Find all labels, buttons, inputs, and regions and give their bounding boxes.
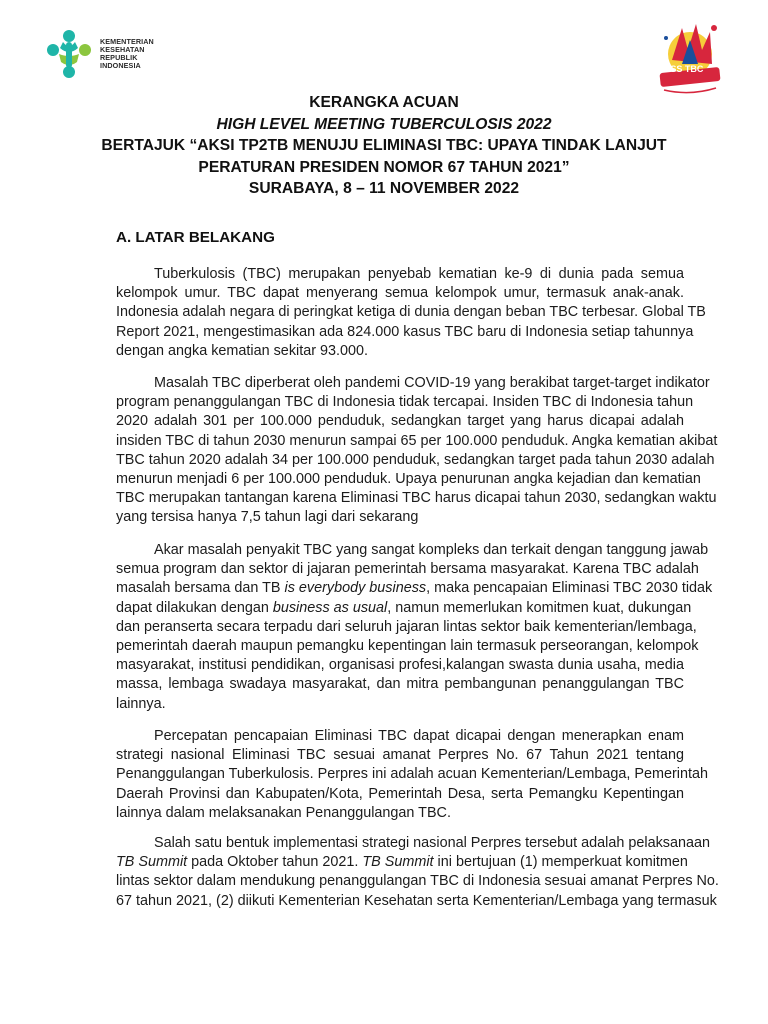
paragraph-line: Report 2021, mengestimasikan ada 824.000 kasus TBC baru di Indonesia setiap tahunnya [116, 323, 694, 340]
text-segment: dapat dilakukan dengan [116, 599, 273, 616]
toss-tbc-logo-text: TOSS TBC [658, 64, 704, 74]
paragraph-line: TBC merupakan tantangan karena Eliminasi TBC harus dicapai tahun 2030, sedangkan waktu [116, 490, 717, 507]
paragraph-line [116, 853, 688, 872]
paragraph-2 [116, 374, 718, 528]
kemenkes-logo-line: KEMENTERIAN [100, 37, 154, 46]
paragraph-line: yang tersisa hanya 7,5 tahun lagi dari sekarang [116, 509, 419, 526]
title-line-place-date: SURABAYA, 8 – 11 NOVEMBER 2022 [248, 180, 520, 197]
document-title [0, 92, 768, 200]
paragraph-line: pemerintah daerah maupun pemangku kepentingan lain termasuk perseorangan, kelompok [116, 637, 699, 654]
paragraph-line: Tuberkulosis (TBC) merupakan penyebab kematian ke-9 di dunia pada semua [154, 266, 684, 282]
italic-phrase: TB Summit [116, 854, 188, 871]
text-segment: , maka pencapaian Eliminasi TBC 2030 tidak [426, 580, 713, 597]
paragraph-line [116, 579, 713, 598]
paragraph-line: kelompok umur. TBC dapat menyerang semua kelompok umur, termasuk anak-anak. [116, 285, 684, 302]
paragraph-line: program penanggulangan TBC di Indonesia tidak tercapai. Insiden TBC di Indonesia tahun [116, 394, 694, 411]
paragraph-line: 2020 adalah 301 per 100.000 penduduk, sedangkan target yang harus dicapai adalah [116, 413, 684, 430]
paragraph-line: massa, lembaga swadaya masyarakat, dan mitra pembangunan penanggulangan TBC [116, 676, 684, 693]
kemenkes-logo-text [100, 38, 154, 70]
title-line-theme-continued: PERATURAN PRESIDEN NOMOR 67 TAHUN 2021” [198, 158, 570, 176]
kemenkes-logo-line: INDONESIA [100, 61, 141, 70]
section-heading-latar-belakang: A. LATAR BELAKANG [116, 229, 275, 246]
italic-phrase: is everybody business [284, 580, 427, 597]
text-segment: pada Oktober tahun 2021. [187, 854, 363, 871]
paragraph-line: semua program dan sektor di jajaran pemerintah bersama masyarakat. Karena TBC adalah [116, 561, 699, 578]
text-segment: masalah bersama dan TB [116, 580, 285, 597]
paragraph-line: lainnya dalam melaksanakan Penanggulangan TBC. [116, 804, 451, 821]
paragraph-line: menurun menjadi 6 per 100.000 penduduk. Upaya penurunan angka kejadian dan kematian [116, 470, 701, 487]
paragraph-4 [116, 727, 709, 823]
kemenkes-logo-line: KESEHATAN [100, 45, 145, 54]
paragraph-line: lainnya. [116, 695, 166, 712]
paragraph-line: insiden TBC di tahun 2030 menurun sampai 65 per 100.000 penduduk. Angka kematian akibat [116, 432, 718, 449]
paragraph-line: Penanggulangan Tuberkulosis. Perpres ini adalah acuan Kementerian/Lembaga, Pemerintah [116, 766, 709, 783]
kemenkes-emblem-icon [44, 28, 94, 80]
paragraph-line: Indonesia adalah negara di peringkat ketiga di dunia dengan beban TBC terbesar. Global TB [116, 304, 706, 321]
paragraph-line: masyarakat, institusi pendidikan, organisasi profesi,kalangan swasta dunia usaha, media [116, 657, 684, 674]
paragraph-line: lintas sektor dalam mendukung penanggulangan TBC di Indonesia sesuai amanat Perpres No. [116, 873, 719, 890]
italic-phrase: business as usual [272, 599, 388, 616]
title-line-theme: BERTAJUK “AKSI TP2TB MENUJU ELIMINASI TBC: UPAYA TINDAK LANJUT [101, 137, 667, 154]
title-line-kerangka-acuan: KERANGKA ACUAN [309, 94, 459, 111]
paragraph-1 [116, 265, 706, 361]
paragraph-line: Masalah TBC diperberat oleh pandemi COVID-19 yang berakibat target-target indikator [154, 375, 710, 391]
paragraph-line [116, 599, 692, 618]
paragraph-line: strategi nasional Eliminasi TBC sesuai amanat Perpres No. 67 Tahun 2021 tentang [116, 747, 684, 764]
paragraph-line: 67 tahun 2021, (2) diikuti Kementerian Kesehatan serta Kementerian/Lembaga yang termasuk [116, 892, 717, 909]
paragraph-line: Salah satu bentuk implementasi strategi nasional Perpres tersebut adalah pelaksanaan [154, 835, 710, 851]
paragraph-line: Percepatan pencapaian Eliminasi TBC dapat dicapai dengan menerapkan enam [154, 728, 684, 744]
title-line-event-name: HIGH LEVEL MEETING TUBERCULOSIS 2022 [216, 115, 552, 133]
paragraph-line: Daerah Provinsi dan Kabupaten/Kota, Pemerintah Desa, serta Pemangku Kepentingan [116, 785, 684, 802]
paragraph-line: Akar masalah penyakit TBC yang sangat kompleks dan terkait dengan tanggung jawab [154, 542, 709, 558]
italic-phrase: TB Summit [362, 854, 434, 871]
paragraph-line: TBC tahun 2020 adalah 34 per 100.000 penduduk, sedangkan target pada tahun 2030 adalah [116, 451, 715, 468]
paragraph-3 [116, 541, 713, 714]
kemenkes-logo [44, 28, 154, 80]
paragraph-line: dengan angka kematian sekitar 93.000. [116, 342, 369, 359]
text-segment: , namun memerlukan komitmen kuat, dukungan [387, 599, 692, 616]
paragraph-5 [116, 834, 719, 911]
kemenkes-logo-line: REPUBLIK [100, 53, 138, 62]
paragraph-line: dan peranserta secara terpadu dari seluruh jajaran lintas sektor baik kementerian/lembaga, [116, 618, 697, 635]
text-segment: ini bertujuan (1) memperkuat komitmen [433, 854, 688, 871]
